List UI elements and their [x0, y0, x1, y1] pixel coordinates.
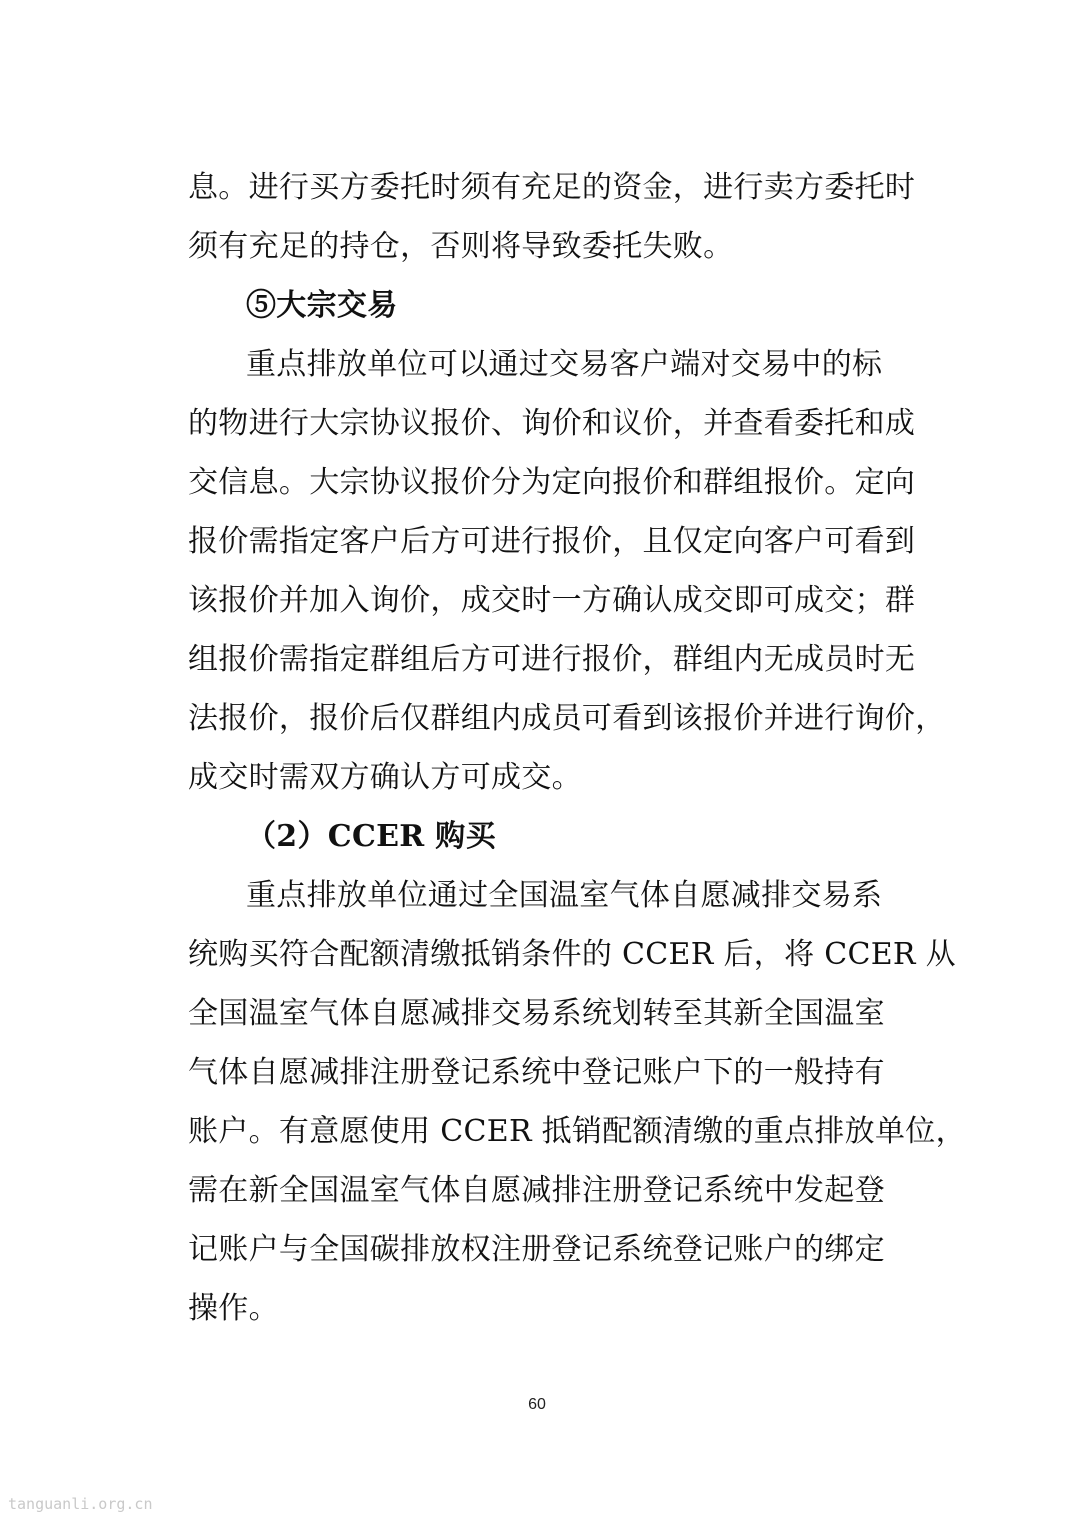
- paragraph-first-line: 重点排放单位通过全国温室气体自愿减排交易系: [246, 878, 883, 913]
- section-heading-bulk-trading: ⑤大宗交易: [246, 288, 398, 323]
- body-text-line: 统购买符合配额清缴抵销条件的 CCER 后，将 CCER 从: [188, 937, 956, 972]
- body-text-line: 气体自愿减排注册登记系统中登记账户下的一般持有: [188, 1055, 885, 1090]
- body-text-line: 账户。有意愿使用 CCER 抵销配额清缴的重点排放单位，: [188, 1114, 966, 1149]
- body-text-line: 该报价并加入询价，成交时一方确认成交即可成交；群: [188, 583, 916, 618]
- body-text-line: 交信息。大宗协议报价分为定向报价和群组报价。定向: [188, 465, 916, 500]
- body-text-line: 需在新全国温室气体自愿减排注册登记系统中发起登: [188, 1173, 885, 1208]
- body-text-line: 操作。: [188, 1291, 279, 1326]
- body-text-line: 息。进行买方委托时须有充足的资金，进行卖方委托时: [188, 170, 916, 205]
- body-text-line: 报价需指定客户后方可进行报价，且仅定向客户可看到: [188, 524, 916, 559]
- section-heading-ccer-purchase: （2）CCER 购买: [246, 819, 496, 854]
- watermark: tanguanli.org.cn: [8, 1495, 153, 1513]
- paragraph-first-line: 重点排放单位可以通过交易客户端对交易中的标: [246, 347, 883, 382]
- body-text-line: 成交时需双方确认方可成交。: [188, 760, 582, 795]
- body-text-line: 全国温室气体自愿减排交易系统划转至其新全国温室: [188, 996, 885, 1031]
- body-text-line: 法报价，报价后仅群组内成员可看到该报价并进行询价，: [188, 701, 946, 736]
- body-text-line: 记账户与全国碳排放权注册登记系统登记账户的绑定: [188, 1232, 885, 1267]
- body-text-line: 组报价需指定群组后方可进行报价，群组内无成员时无: [188, 642, 916, 677]
- body-text-line: 须有充足的持仓，否则将导致委托失败。: [188, 229, 734, 264]
- page-number: 60: [528, 1396, 546, 1413]
- body-text-line: 的物进行大宗协议报价、询价和议价，并查看委托和成: [188, 406, 916, 441]
